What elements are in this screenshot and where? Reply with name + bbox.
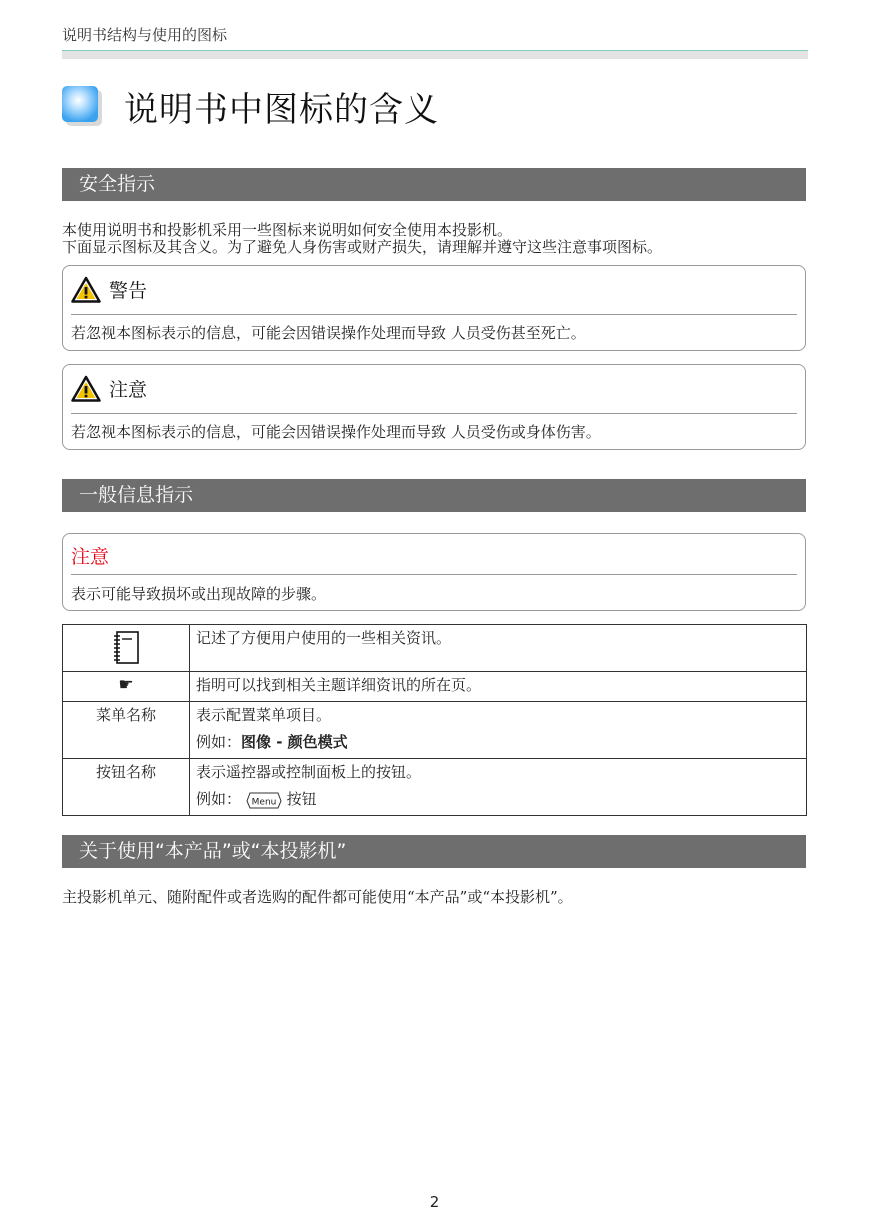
caution-triangle-icon [71,375,101,402]
menu-key-label: Menu [251,797,277,807]
table-cell-desc [190,702,807,759]
table-cell-label [63,759,190,816]
running-header: 说明书结构与使用的图标 [62,26,228,44]
caution-label: 注意 [109,379,148,401]
menu-name-label: 菜单名称 [95,706,156,724]
notebook-icon [111,630,141,666]
product-note: 主投影机单元、随附配件或者选购的配件都可能使用“本产品”或“本投影机”。 [62,888,573,906]
example-prefix: 例如： [196,733,242,751]
menu-button-icon [246,792,282,809]
warning-box-header [71,266,797,315]
section-heading-product: 关于使用“本产品”或“本投影机” [62,835,806,868]
table-cell-desc [190,672,807,702]
button-name-description: 表示遥控器或控制面板上的按钮。 [196,763,422,781]
header-divider [62,50,808,59]
safety-intro-line1: 本使用说明书和投影机采用一些图标来说明如何安全使用本投影机。 [62,221,513,239]
warning-text: 若忽视本图标表示的信息，可能会因错误操作处理而导致 人员受伤甚至死亡。 [71,324,586,342]
attention-box [62,533,806,611]
section-square-icon [62,86,102,126]
caution-text: 若忽视本图标表示的信息，可能会因错误操作处理而导致 人员受伤或身体伤害。 [71,423,601,441]
table-cell-label [63,702,190,759]
attention-text: 表示可能导致损坏或出现故障的步骤。 [71,585,327,603]
table-row [63,702,807,759]
example-menu-path: 图像 - 颜色模式 [241,733,348,751]
table-row [63,759,807,816]
warning-label: 警告 [109,280,148,302]
caution-box [62,364,806,450]
attention-label: 注意 [71,546,110,568]
page-title: 说明书中图标的含义 [124,90,439,130]
table-cell-icon [63,625,190,672]
page-reference-description: 指明可以找到相关主题详细资讯的所在页。 [196,676,482,694]
attention-box-header [71,534,797,575]
safety-intro-line2: 下面显示图标及其含义。为了避免人身伤害或财产损失，请理解并遵守这些注意事项图标。 [62,238,663,256]
example-suffix: 按钮 [286,790,317,808]
menu-name-example [196,730,805,757]
example-prefix: 例如： [196,790,242,808]
caution-box-header [71,365,797,414]
table-row [63,672,807,702]
button-name-label: 按钮名称 [95,763,156,781]
table-cell-icon [63,672,190,702]
button-name-example [196,787,805,814]
table-cell-desc [190,759,807,816]
warning-triangle-icon [71,276,101,303]
warning-box [62,265,806,351]
pointing-hand-icon: ☛ [118,675,134,695]
notebook-description: 记述了方便用户使用的一些相关资讯。 [196,629,452,647]
menu-name-description: 表示配置菜单项目。 [196,706,332,724]
page-number: 2 [429,1193,440,1211]
table-cell-desc [190,625,807,672]
section-heading-general: 一般信息指示 [62,479,806,512]
table-row [63,625,807,672]
icon-legend-table [62,624,807,816]
section-heading-safety: 安全指示 [62,168,806,201]
